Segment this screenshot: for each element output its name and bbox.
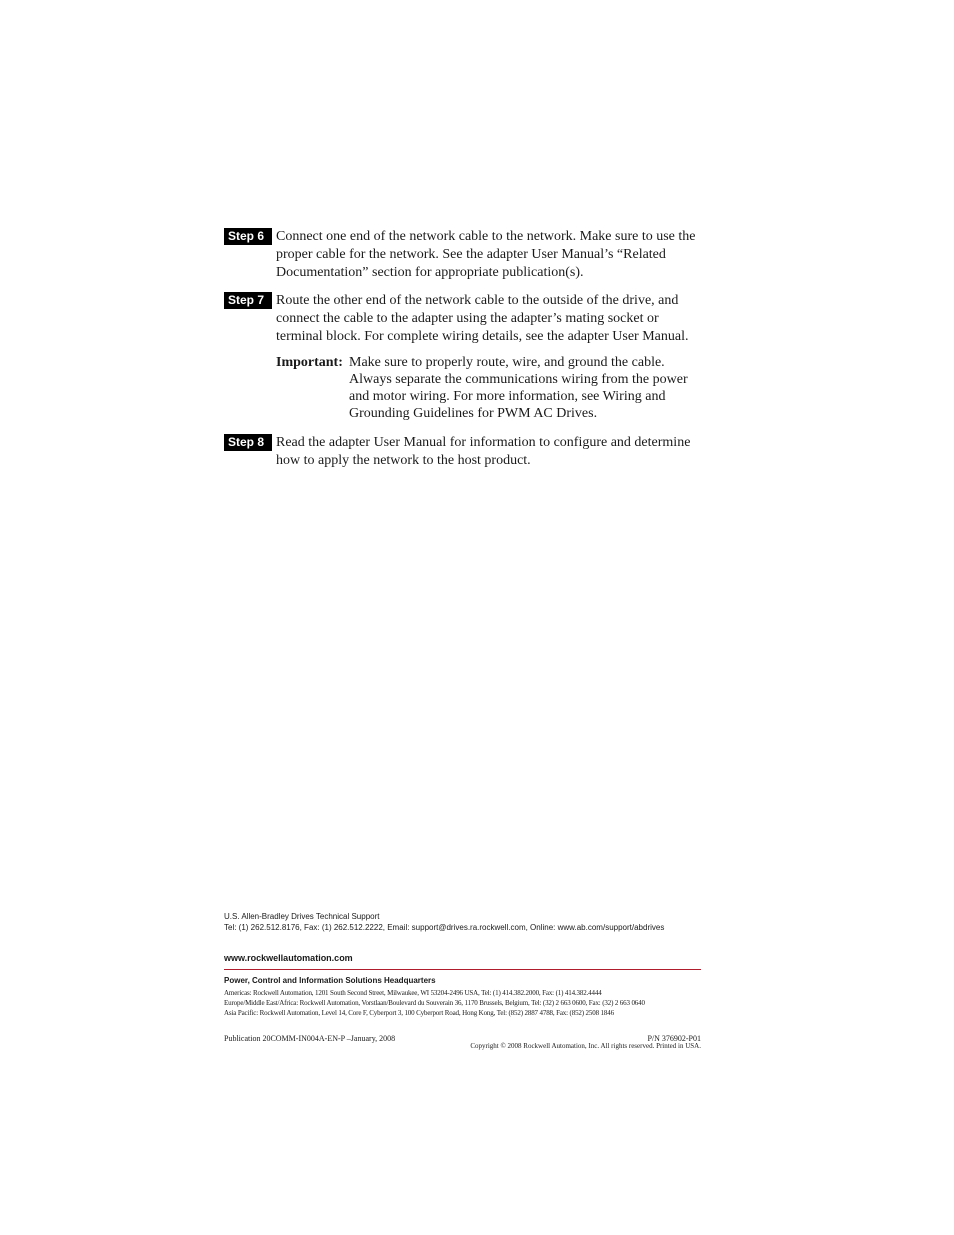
step-7-badge: Step 7 [224,292,272,309]
copyright: Copyright © 2008 Rockwell Automation, Inc. All rights reserved. Printed in USA. [470,1042,701,1050]
hq-asia: Asia Pacific: Rockwell Automation, Level 14, Core F, Cyberport 3, 100 Cyberport Road, Hong Kong, Tel: (852) 2887 4788, Fax: (852) 2508 1846 [224,1009,614,1017]
step-6-text: Connect one end of the network cable to the network. Make sure to use the proper cable for the network. See the adapter User Manual’s “Related Documentation” section for appropriate publication(s). [276,229,696,280]
important-label: Important: [276,355,343,370]
step-7-text: Route the other end of the network cable to the outside of the drive, and connect the cable to the adapter using the adapter’s mating socket or terminal block. For complete wiring details, see the adapter User Manual. [276,293,689,344]
footer-divider [224,969,701,970]
hq-americas: Americas: Rockwell Automation, 1201 South Second Street, Milwaukee, WI 53204-2496 USA, Tel: (1) 414.382.2000, Fax: (1) 414.382.4444 [224,989,602,997]
hq-europe: Europe/Middle East/Africa: Rockwell Automation, Vorstlaan/Boulevard du Souverain 36, 1170 Brussels, Belgium, Tel: (32) 2 663 0600, Fax: (32) 2 663 0640 [224,999,645,1007]
part-number: P/N 376902-P01 [647,1034,701,1043]
important-text: Make sure to properly route, wire, and ground the cable. Always separate the communications wiring from the power and motor wiring. For more information, see Wiring and Grounding Guidelines for PWM AC Drives. [349,355,688,421]
step-8-text: Read the adapter User Manual for information to configure and determine how to apply the network to the host product. [276,435,691,468]
step-8-badge: Step 8 [224,434,272,451]
step-6-badge: Step 6 [224,228,272,245]
support-contact: Tel: (1) 262.512.8176, Fax: (1) 262.512.2222, Email: support@drives.ra.rockwell.com, Online: www.ab.com/support/abdrives [224,923,665,932]
website-link[interactable]: www.rockwellautomation.com [224,953,353,963]
support-title: U.S. Allen-Bradley Drives Technical Support [224,912,380,921]
publication-number: Publication 20COMM-IN004A-EN-P –January, 2008 [224,1034,396,1043]
headquarters-title: Power, Control and Information Solutions Headquarters [224,976,436,985]
